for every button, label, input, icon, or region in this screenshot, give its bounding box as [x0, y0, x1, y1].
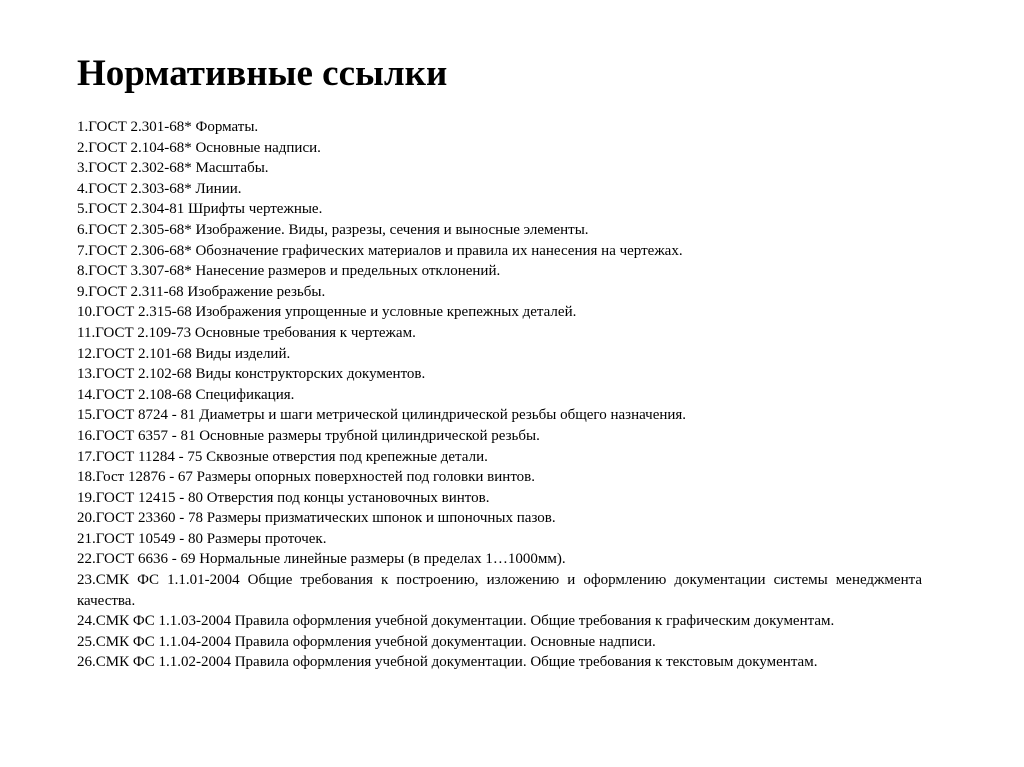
page-title: Нормативные ссылки	[77, 53, 448, 94]
reference-item: 17.ГОСТ 11284 - 75 Сквозные отверстия под крепежные детали.	[77, 448, 488, 465]
reference-item: 24.СМК ФС 1.1.03-2004 Правила оформления учебной документации. Общие требования к графическим документам.	[77, 613, 835, 630]
reference-item: 16.ГОСТ 6357 - 81 Основные размеры трубной цилиндрической резьбы.	[77, 427, 540, 444]
reference-item: 7.ГОСТ 2.306-68* Обозначение графических материалов и правила их нанесения на чертежах.	[77, 242, 683, 259]
reference-item: 8.ГОСТ 3.307-68* Нанесение размеров и предельных отклонений.	[77, 263, 501, 280]
reference-item: 23.СМК ФС 1.1.01-2004 Общие требования к построению, изложению и оформлению документации системы менеджмента качества.	[77, 572, 922, 609]
reference-item: 2.ГОСТ 2.104-68* Основные надписи.	[77, 139, 321, 156]
reference-item: 18.Гост 12876 - 67 Размеры опорных поверхностей под головки винтов.	[77, 469, 536, 486]
reference-item: 15.ГОСТ 8724 - 81 Диаметры и шаги метрической цилиндрической резьбы общего назначения.	[77, 407, 687, 424]
reference-item: 11.ГОСТ 2.109-73 Основные требования к чертежам.	[77, 324, 416, 341]
reference-item: 1.ГОСТ 2.301-68* Форматы.	[77, 119, 259, 135]
reference-item: 5.ГОСТ 2.304-81 Шрифты чертежные.	[77, 201, 323, 218]
reference-item: 21.ГОСТ 10549 - 80 Размеры проточек.	[77, 530, 327, 547]
reference-item: 20.ГОСТ 23360 - 78 Размеры призматических шпонок и шпоночных пазов.	[77, 510, 556, 527]
reference-item: 10.ГОСТ 2.315-68 Изображения упрощенные и условные крепежных деталей.	[77, 304, 577, 321]
reference-item: 6.ГОСТ 2.305-68* Изображение. Виды, разрезы, сечения и выносные элементы.	[77, 221, 589, 238]
reference-item: 19.ГОСТ 12415 - 80 Отверстия под концы установочных винтов.	[77, 489, 490, 506]
reference-item: 13.ГОСТ 2.102-68 Виды конструкторских документов.	[77, 366, 426, 383]
reference-item: 12.ГОСТ 2.101-68 Виды изделий.	[77, 345, 291, 362]
reference-item: 26.СМК ФС 1.1.02-2004 Правила оформления учебной документации. Общие требования к текстовым документам.	[77, 654, 818, 671]
reference-item: 14.ГОСТ 2.108-68 Спецификация.	[77, 386, 295, 403]
reference-item: 9.ГОСТ 2.311-68 Изображение резьбы.	[77, 283, 326, 300]
reference-item: 25.СМК ФС 1.1.04-2004 Правила оформления учебной документации. Основные надписи.	[77, 633, 656, 650]
reference-item: 22.ГОСТ 6636 - 69 Нормальные линейные размеры (в пределах 1…1000мм).	[77, 551, 566, 568]
reference-item: 4.ГОСТ 2.303-68* Линии.	[77, 180, 242, 197]
references-list	[77, 117, 922, 673]
reference-item: 3.ГОСТ 2.302-68* Масштабы.	[77, 160, 269, 177]
